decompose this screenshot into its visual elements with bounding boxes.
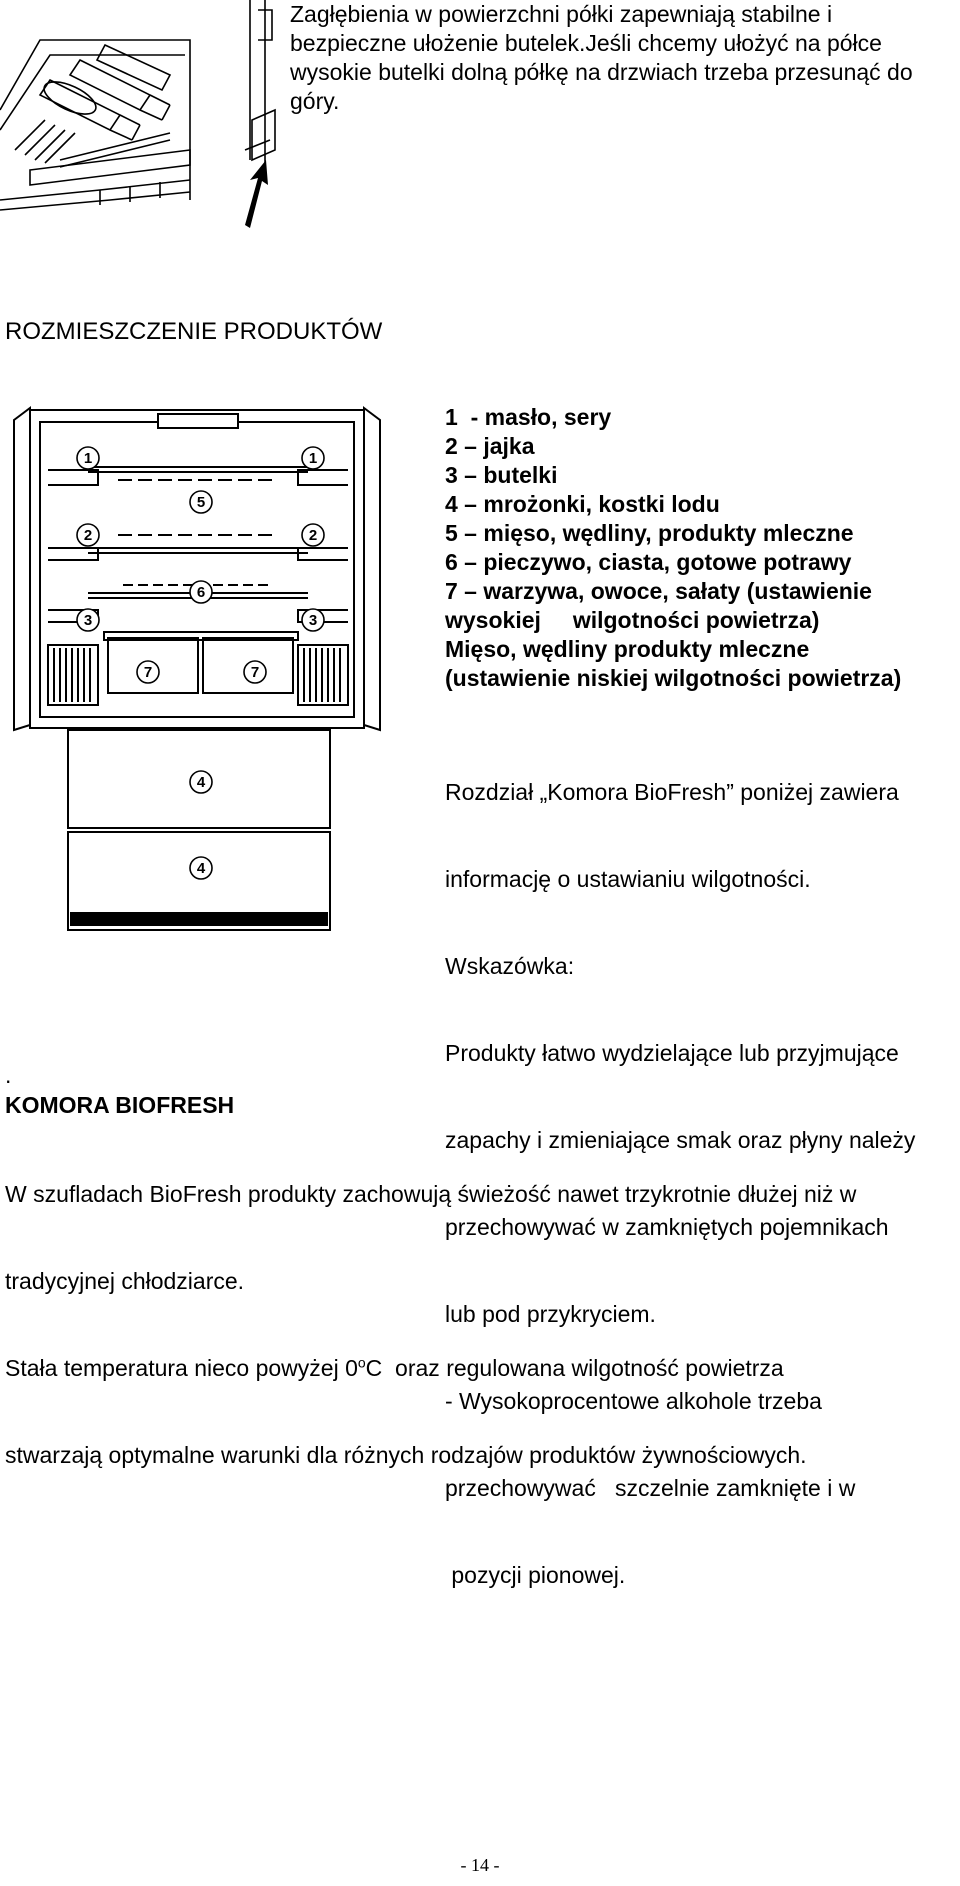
fridge-layout-diagram — [8, 400, 388, 940]
note-line: informację o ustawianiu wilgotności. — [445, 866, 811, 892]
callout-7-left — [137, 661, 159, 683]
legend-line: 1 - masło, sery — [445, 404, 612, 430]
svg-text:4: 4 — [196, 860, 206, 877]
biofresh-line: tradycyjnej chłodziarce. — [5, 1268, 245, 1294]
legend-line: 6 – pieczywo, ciasta, gotowe potrawy — [445, 549, 852, 575]
callout-4-upper — [190, 771, 212, 793]
legend-line: 4 – mrożonki, kostki lodu — [445, 491, 720, 517]
callout-3-right — [302, 609, 324, 631]
svg-text:1: 1 — [308, 450, 318, 467]
note-line: zapachy i zmieniające smak oraz płyny należy — [445, 1127, 916, 1153]
legend-line: Mięso, wędliny produkty mleczne — [445, 636, 810, 662]
stray-dot: . — [5, 1062, 12, 1088]
legend-line: 7 – warzywa, owoce, sałaty (ustawienie — [445, 578, 872, 604]
note-line: Wskazówka: — [445, 953, 575, 979]
callout-2-left — [77, 524, 99, 546]
product-legend — [445, 403, 950, 693]
legend-line: 3 – butelki — [445, 462, 558, 488]
svg-text:7: 7 — [143, 664, 153, 681]
note-line: - Wysokoprocentowe alkohole trzeba — [445, 1388, 822, 1414]
note-line: lub pod przykryciem. — [445, 1301, 656, 1327]
degree-superscript: o — [357, 1354, 366, 1371]
biofresh-line — [5, 1354, 955, 1383]
callout-7-right — [244, 661, 266, 683]
callout-3-left — [77, 609, 99, 631]
legend-line: 5 – mięso, wędliny, produkty mleczne — [445, 520, 854, 546]
biofresh-line: stwarzają optymalne warunki dla różnych rodzajów produktów żywnościowych. — [5, 1442, 807, 1468]
biofresh-temp-text-rest: C oraz regulowana wilgotność powietrza — [365, 1355, 784, 1381]
svg-text:2: 2 — [308, 527, 318, 544]
note-line: Rozdział „Komora BioFresh” poniżej zawiera — [445, 779, 899, 805]
legend-line: wysokiej wilgotności powietrza) — [445, 607, 820, 633]
page-number: - 14 - — [460, 1855, 500, 1875]
svg-text:5: 5 — [196, 494, 206, 511]
callout-4-lower — [190, 857, 212, 879]
callout-2-right — [302, 524, 324, 546]
callout-6 — [190, 581, 212, 603]
note-line: pozycji pionowej. — [445, 1562, 626, 1588]
legend-line: 2 – jajka — [445, 433, 535, 459]
svg-text:4: 4 — [196, 774, 206, 791]
note-line: przechowywać szczelnie zamknięte i w — [445, 1475, 856, 1501]
biofresh-line: W szufladach BioFresh produkty zachowują świeżość nawet trzykrotnie dłużej niż w — [5, 1181, 857, 1207]
svg-text:7: 7 — [250, 664, 260, 681]
biofresh-paragraph — [5, 1122, 955, 1499]
callout-1-left — [77, 447, 99, 469]
svg-text:3: 3 — [83, 612, 93, 629]
intro-paragraph: Zagłębienia w powierzchni półki zapewniają stabilne i bezpieczne ułożenie butelek.Jeśli chcemy ułożyć na półce wysokie butelki dolną półkę na drzwiach trzeba przesunąć do góry. — [290, 1, 920, 114]
section-title-product-layout: ROZMIESZCZENIE PRODUKTÓW — [5, 318, 383, 345]
callout-5 — [190, 491, 212, 513]
svg-text:3: 3 — [308, 612, 318, 629]
svg-text:6: 6 — [196, 584, 206, 601]
legend-line: (ustawienie niskiej wilgotności powietrza) — [445, 665, 902, 691]
note-line: przechowywać w zamkniętych pojemnikach — [445, 1214, 889, 1240]
bottle-shelf-illustration — [0, 0, 280, 230]
svg-text:1: 1 — [83, 450, 93, 467]
callout-1-right — [302, 447, 324, 469]
svg-text:2: 2 — [83, 527, 93, 544]
section-title-biofresh: KOMORA BIOFRESH — [5, 1092, 235, 1118]
note-line: Produkty łatwo wydzielające lub przyjmujące — [445, 1040, 899, 1066]
biofresh-temp-text: Stała temperatura nieco powyżej 0 — [5, 1355, 358, 1381]
